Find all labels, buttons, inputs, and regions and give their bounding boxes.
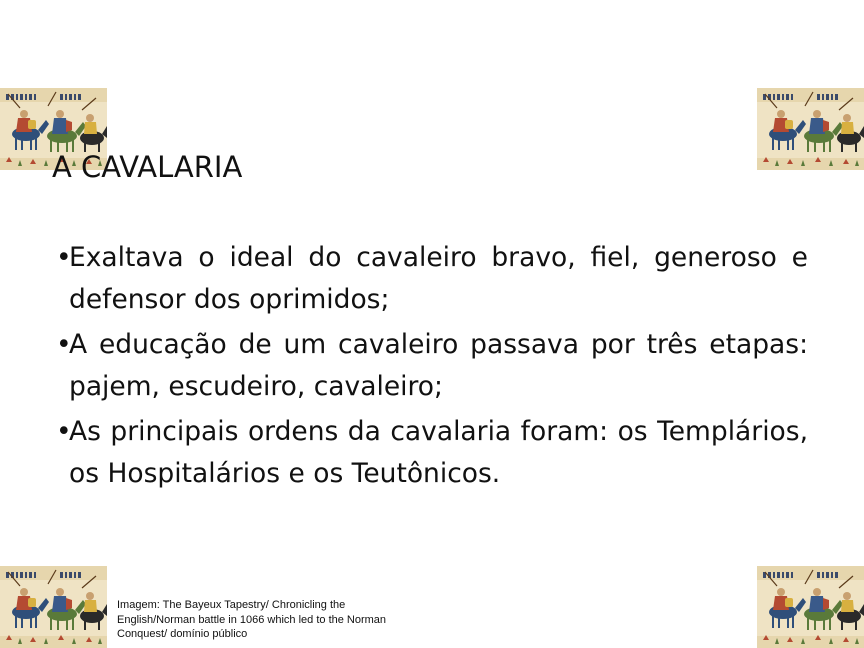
slide-title: A CAVALARIA [52, 150, 243, 184]
bullet-text: Exaltava o ideal do cavaleiro bravo, fiel, generoso e defensor dos oprimidos; [69, 242, 808, 315]
bullet-dot: • [56, 242, 72, 273]
bayeux-tapestry-image-bottom-right [757, 566, 864, 648]
image-caption: Imagem: The Bayeux Tapestry/ Chronicling the English/Norman battle in 1066 which led to the Norman Conquest/ domínio público [117, 599, 387, 640]
bullet-dot: • [56, 416, 72, 447]
bullet-text: As principais ordens da cavalaria foram: os Templários, os Hospitalários e os Teutônicos. [69, 416, 808, 489]
bullet-item [56, 324, 808, 408]
bayeux-tapestry-image-bottom-left [0, 566, 107, 648]
bayeux-tapestry-image-top-right [757, 88, 864, 170]
tapestry-svg [757, 88, 864, 170]
bullet-list [56, 237, 808, 498]
tapestry-svg [0, 566, 107, 648]
bullet-dot: • [56, 329, 72, 360]
bullet-item [56, 237, 808, 321]
tapestry-svg [757, 566, 864, 648]
bullet-text: A educação de um cavaleiro passava por três etapas: pajem, escudeiro, cavaleiro; [69, 329, 808, 402]
bullet-item [56, 411, 808, 495]
